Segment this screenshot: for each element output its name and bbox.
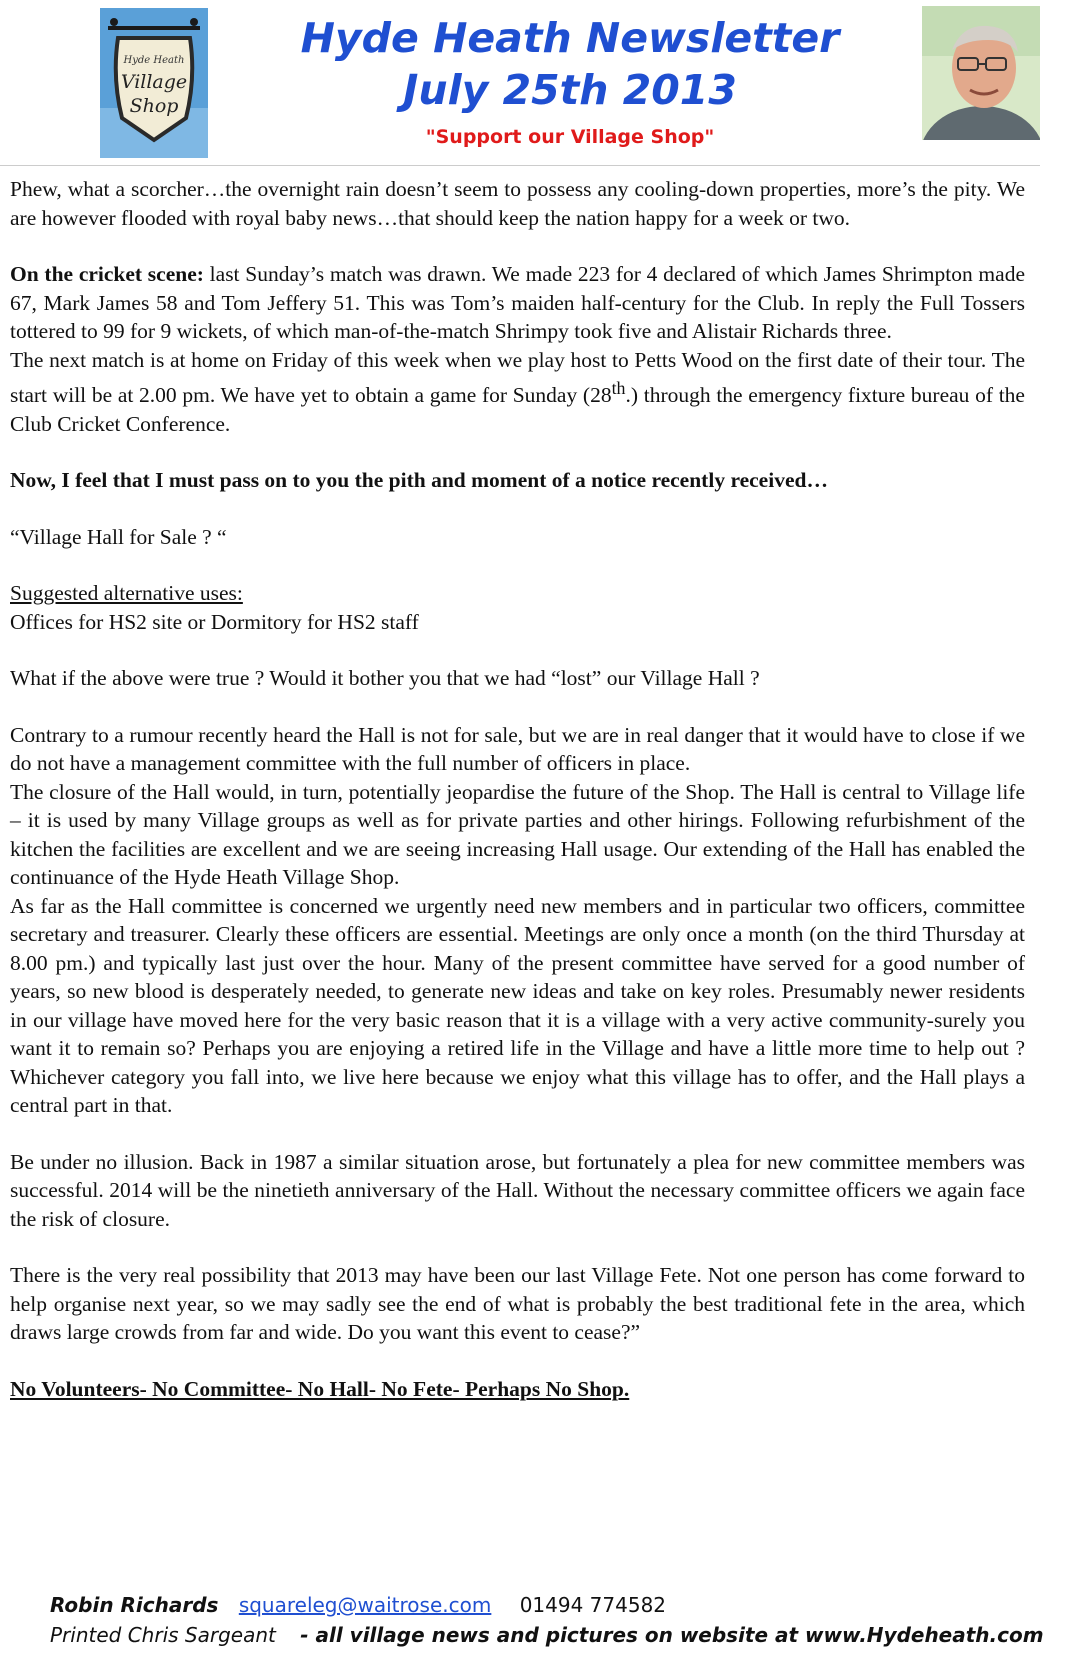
svg-text:Hyde Heath: Hyde Heath	[123, 55, 185, 66]
illusion-paragraph: Be under no illusion. Back in 1987 a similar situation arose, but fortunately a plea for new committee members was successful. 2014 will be the ninetieth anniversary of the Hall. Without the necessary committee officers we again face the risk of closure.	[10, 1149, 1025, 1231]
newsletter-header	[0, 0, 1068, 170]
alt-uses-text: Offices for HS2 site or Dormitory for HS2 staff	[10, 609, 419, 634]
slogan: No Volunteers- No Committee- No Hall- No Fete- Perhaps No Shop.	[10, 1376, 630, 1401]
cricket-paragraph	[10, 260, 1025, 346]
editor-photo	[922, 6, 1040, 140]
fete-paragraph: There is the very real possibility that 2013 may have been our last Village Fete. Not one person has come forward to help organise next year, so we may sadly see the end of what is probably the best traditional fete in the area, which draws large crowds from far and wide. Do you want this event to cease?”	[10, 1263, 1025, 1345]
cricket-heading: On the cricket scene:	[10, 262, 204, 286]
newsletter-footer	[50, 1590, 1050, 1650]
printed-by: Printed Chris Sargeant	[50, 1623, 276, 1647]
next-match-paragraph	[10, 346, 1025, 439]
village-shop-logo	[100, 8, 208, 158]
svg-text:Village: Village	[120, 71, 188, 93]
printer-line	[50, 1620, 1050, 1650]
author-name: Robin Richards	[50, 1593, 219, 1617]
notice-heading	[10, 466, 1025, 495]
svg-text:Shop: Shop	[129, 95, 179, 117]
masthead	[230, 12, 910, 148]
village-shop-sign-icon	[100, 8, 208, 158]
website-note: - all village news and pictures on website at www.Hydeheath.com	[300, 1623, 1044, 1647]
question-paragraph: What if the above were true ? Would it bother you that we had “lost” our Village Hall ?	[10, 666, 760, 691]
contrary-paragraph: Contrary to a rumour recently heard the Hall is not for sale, but we are in real danger that it would have to close if we do not have a management committee with the full number of officers in place.	[10, 722, 1025, 776]
header-divider	[0, 165, 1040, 166]
contact-line	[50, 1590, 1050, 1620]
newsletter-body	[10, 175, 1025, 1431]
alt-uses-heading: Suggested alternative uses:	[10, 581, 243, 606]
date-superscript: th	[611, 378, 626, 398]
closure-paragraph: The closure of the Hall would, in turn, potentially jeopardise the future of the Shop. The Hall is central to Village life – it is used by many Village groups as well as for private parties and other hirings. Following refurbishment of the kitchen the facilities are excellent and we are seeing increasing Hall usage. Our extending of the Hall has enabled the continuance of the Hyde Heath Village Shop.	[10, 779, 1025, 890]
intro-paragraph: Phew, what a scorcher…the overnight rain doesn’t seem to possess any cooling-down properties, more’s the pity. We are however flooded with royal baby news…that should keep the nation happy for a week or two.	[10, 177, 1025, 230]
newsletter-date: July 25th 2013	[403, 66, 737, 114]
next-match-text-start: The next match is at home on Friday of this week when we play host to Petts Wood on the first date of their tour. The start will be at 2.00 pm. We have yet to obtain a game for Sunday (28	[10, 347, 1025, 408]
newsletter-title: Hyde Heath Newsletter	[300, 14, 840, 62]
next-match-text-end: .) through the emergency fixture bureau of the Club Cricket Conference.	[10, 383, 1025, 436]
committee-paragraph: As far as the Hall committee is concerned we urgently need new members and in particular two officers, committee secretary and treasurer. Clearly these officers are essential. Meetings are only once a month (on the third Thursday at 8.00 pm.) and typically last just over the hour. Many of the present committee have served for a good number of years, so new blood is desperately needed, to generate new ideas and take on key roles. Presumably newer residents in our village have moved here for the very basic reason that it is a village with a very active community-surely you want it to remain so? Perhaps you are enjoying a retired life in the Village and have a little more time to help out ? Whichever category you fall into, we live here because we enjoy what this village has to offer, and the Hall plays a central part in that.	[10, 893, 1025, 1118]
notice-heading-text: Now, I feel that I must pass on to you the pith and moment of a notice recently received…	[10, 468, 828, 493]
author-phone: 01494 774582	[519, 1593, 667, 1617]
cricket-text: last Sunday’s match was drawn. We made 223 for 4 declared of which James Shrimpton made 67, Mark James 58 and Tom Jeffery 51. This was Tom’s maiden half-century for the Club. In reply the Full Tossers tottered to 99 for 9 wickets, of which man-of-the-match Shrimpy took five and Alistair Richards three.	[10, 262, 1025, 343]
alt-uses-block	[10, 579, 1025, 636]
newsletter-tagline: "Support our Village Shop"	[425, 126, 715, 148]
quote-title: “Village Hall for Sale ? “	[10, 524, 227, 549]
portrait-photo-icon	[922, 6, 1040, 140]
author-email-link[interactable]: squareleg@waitrose.com	[238, 1593, 492, 1617]
